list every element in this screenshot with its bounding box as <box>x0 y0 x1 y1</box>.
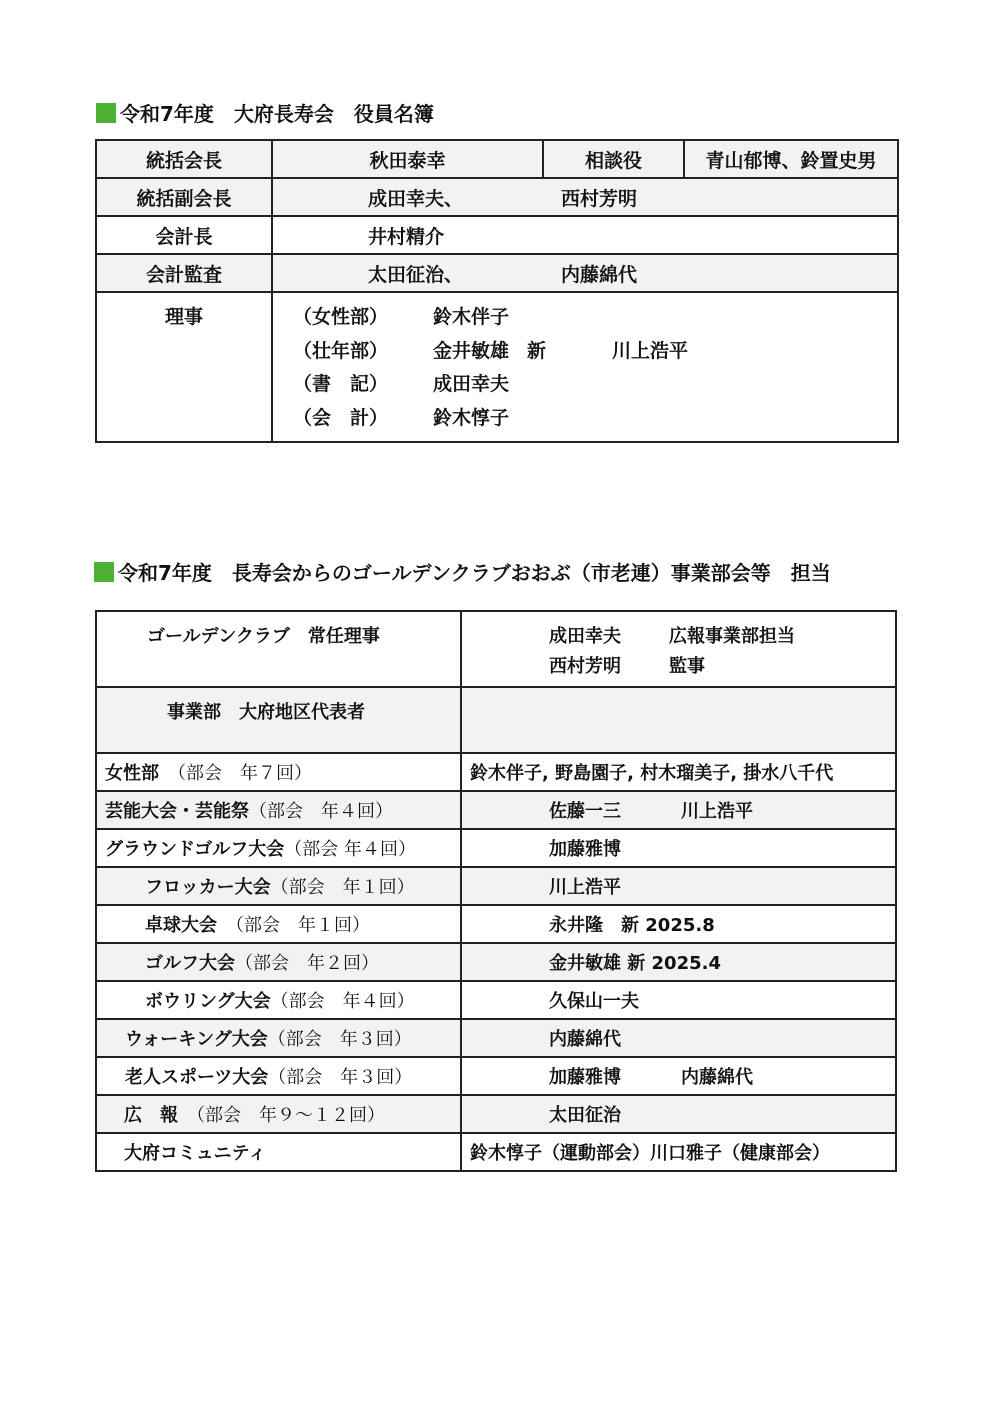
director-role: （書 記） <box>293 373 389 395</box>
list-item <box>549 652 895 682</box>
table-row <box>96 292 898 442</box>
table-row <box>96 981 896 1019</box>
table-row <box>96 905 896 943</box>
rep-value <box>461 687 896 753</box>
advisor-label: 相談役 <box>543 140 684 178</box>
auditor-name-2: 内藤綿代 <box>561 263 638 286</box>
table-row <box>96 791 896 829</box>
row-label <box>96 753 461 791</box>
row-title: 卓球大会 <box>145 915 217 936</box>
director-name: 金井敏雄 <box>433 339 510 362</box>
row-note: （部会 年２回） <box>235 953 379 974</box>
row-name-2: 内藤綿代 <box>681 1067 753 1088</box>
row-names <box>461 791 896 829</box>
green-square-icon <box>96 103 116 123</box>
gc-member-role: 広報事業部担当 <box>669 626 795 647</box>
section1-title-text: 令和7年度 大府長寿会 役員名簿 <box>120 102 434 126</box>
list-item <box>293 335 897 369</box>
row-title: 大府コミュニティ <box>124 1143 267 1164</box>
committee-table <box>95 610 897 1172</box>
treasurer-label: 会計長 <box>96 216 272 254</box>
row-title: 女性部 <box>105 763 159 784</box>
row-names: 川上浩平 <box>461 867 896 905</box>
section2-title-text: 令和7年度 長寿会からのゴールデンクラブおおぶ（市老連）事業部会等 担当 <box>118 561 831 585</box>
row-title: 芸能大会・芸能祭 <box>105 801 249 822</box>
table-row <box>96 1057 896 1095</box>
table-row <box>96 1095 896 1133</box>
row-title: ウォーキング大会 <box>125 1029 268 1050</box>
list-item <box>293 368 897 402</box>
row-name: 佐藤一三 <box>549 801 621 822</box>
row-note: （部会 年４回） <box>249 801 393 822</box>
row-label <box>96 829 461 867</box>
row-names: 久保山一夫 <box>461 981 896 1019</box>
table-row <box>96 254 898 292</box>
vice-name-1: 成田幸夫、 <box>368 187 464 210</box>
new-badge: 新 <box>527 339 547 362</box>
row-label <box>96 1019 461 1057</box>
row-title: ゴルフ大会 <box>145 953 235 974</box>
gc-member-name: 成田幸夫 <box>549 626 621 647</box>
row-name: 加藤雅博 <box>549 1067 621 1088</box>
director-role: （女性部） <box>293 306 389 328</box>
gc-label: ゴールデンクラブ 常任理事 <box>96 611 461 687</box>
row-title: ボウリング大会 <box>145 991 271 1012</box>
row-label <box>96 905 461 943</box>
row-names <box>461 1057 896 1095</box>
table-row <box>96 611 896 687</box>
list-item <box>293 402 897 436</box>
row-label <box>96 1057 461 1095</box>
table-row <box>96 178 898 216</box>
table-row <box>96 216 898 254</box>
row-title: 老人スポーツ大会 <box>125 1067 269 1088</box>
table-row <box>96 829 896 867</box>
vice-label: 統括副会長 <box>96 178 272 216</box>
row-label <box>96 1133 461 1171</box>
row-names: 鈴木伴子, 野島園子, 村木瑠美子, 掛水八千代 <box>461 753 896 791</box>
row-note: （部会 年４回） <box>270 991 415 1012</box>
row-note: （部会 年３回） <box>267 1029 412 1050</box>
table-row <box>96 1133 896 1171</box>
section1-title <box>96 98 434 127</box>
director-label: 理事 <box>96 292 272 442</box>
row-note: （部会 年１回） <box>235 915 370 936</box>
row-names: 金井敏雄 新 2025.4 <box>461 943 896 981</box>
advisor-names: 青山郁博、鈴置史男 <box>684 140 898 178</box>
row-note: （部会 年１回） <box>270 877 415 898</box>
table-row <box>96 1019 896 1057</box>
gc-members <box>461 611 896 687</box>
row-note: （部会 年９〜１２回） <box>196 1105 385 1126</box>
table-row <box>96 753 896 791</box>
table-row <box>96 140 898 178</box>
rep-label: 事業部 大府地区代表者 <box>96 687 461 753</box>
row-title: グラウンドゴルフ大会 <box>105 839 285 860</box>
row-names: 太田征治 <box>461 1095 896 1133</box>
row-label <box>96 943 461 981</box>
row-names: 内藤綿代 <box>461 1019 896 1057</box>
director-role: （会 計） <box>293 406 389 429</box>
row-names: 永井隆 新 2025.8 <box>461 905 896 943</box>
row-note: （部会 年３回） <box>268 1067 413 1088</box>
row-names: 鈴木惇子（運動部会）川口雅子（健康部会） <box>461 1133 896 1171</box>
auditor-name-1: 太田征治、 <box>368 263 464 286</box>
gc-member-name: 西村芳明 <box>549 656 621 677</box>
table-row <box>96 687 896 753</box>
director-role: （壮年部） <box>293 339 389 362</box>
row-label <box>96 981 461 1019</box>
table-row <box>96 943 896 981</box>
treasurer-name: 井村精介 <box>272 216 898 254</box>
row-note: （部会 年７回） <box>177 763 312 784</box>
list-item <box>293 301 897 335</box>
auditor-names <box>272 254 898 292</box>
auditor-label: 会計監査 <box>96 254 272 292</box>
row-label <box>96 867 461 905</box>
vice-names <box>272 178 898 216</box>
director-list <box>272 292 898 442</box>
row-label <box>96 791 461 829</box>
row-title: 広 報 <box>124 1105 178 1126</box>
row-title: フロッカー大会 <box>145 877 271 898</box>
chair-name: 秋田泰幸 <box>272 140 543 178</box>
chair-label: 統括会長 <box>96 140 272 178</box>
gc-member-role: 監事 <box>669 656 705 677</box>
row-note: （部会 年４回） <box>284 839 417 860</box>
director-name-2: 川上浩平 <box>612 339 689 362</box>
table-row <box>96 867 896 905</box>
row-label <box>96 1095 461 1133</box>
row-names: 加藤雅博 <box>461 829 896 867</box>
director-name: 鈴木伴子 <box>433 306 510 328</box>
director-name: 成田幸夫 <box>433 373 510 395</box>
list-item <box>549 622 895 652</box>
row-name-2: 川上浩平 <box>681 801 753 822</box>
vice-name-2: 西村芳明 <box>561 187 638 210</box>
section2-title <box>94 557 831 586</box>
officers-table <box>95 139 899 443</box>
director-name: 鈴木惇子 <box>433 406 510 429</box>
green-square-icon <box>94 562 114 582</box>
